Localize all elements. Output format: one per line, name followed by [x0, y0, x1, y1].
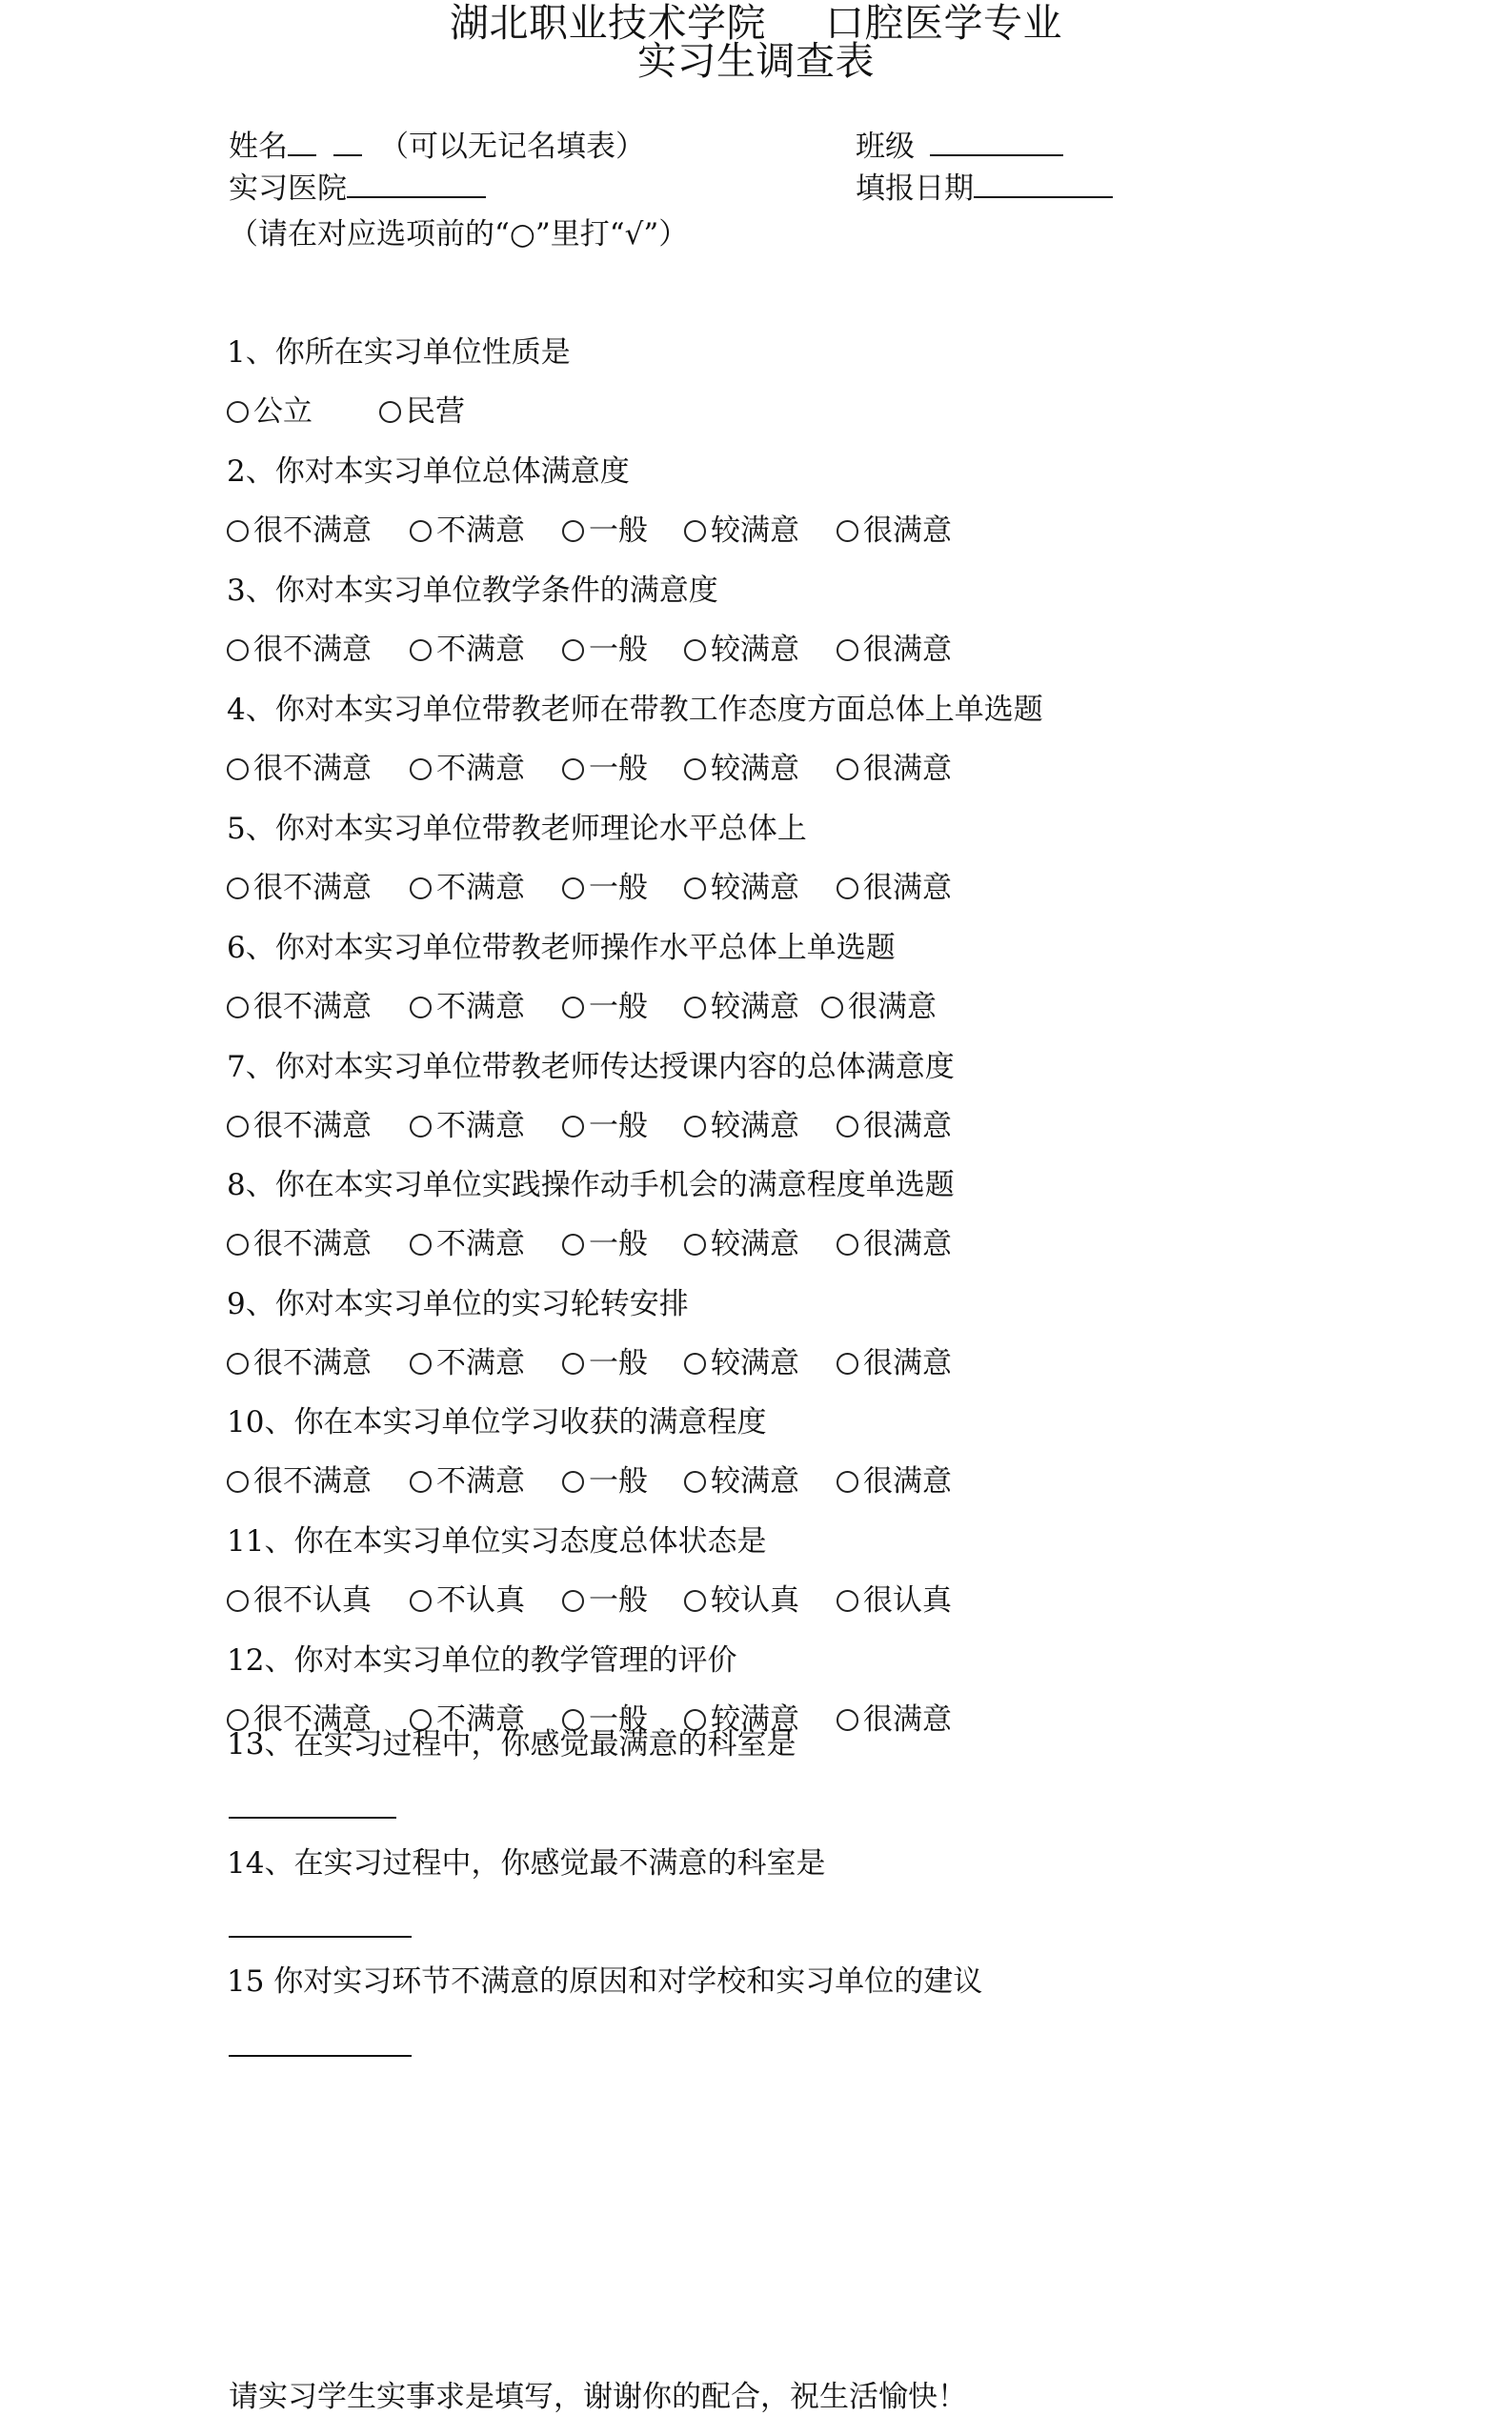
- option-choice[interactable]: [562, 869, 648, 907]
- radio-circle-icon[interactable]: [227, 1353, 249, 1375]
- question-7-text: 7、你对本实习单位带教老师传达授课内容的总体满意度: [227, 1050, 955, 1084]
- option-choice[interactable]: [227, 1344, 372, 1382]
- option-choice[interactable]: [562, 1225, 648, 1263]
- hospital-label: 实习医院: [229, 171, 347, 206]
- hospital-blank[interactable]: [347, 168, 486, 198]
- option-choice[interactable]: [410, 631, 525, 669]
- question-2-text: 2、你对本实习单位总体满意度: [227, 454, 630, 489]
- answer-blank-14[interactable]: [229, 1936, 412, 1938]
- option-label: 很满意: [863, 513, 952, 548]
- option-choice[interactable]: [684, 1225, 799, 1263]
- document-title-line2: 实习生调查表: [637, 38, 875, 84]
- radio-circle-icon[interactable]: [837, 1116, 858, 1138]
- option-choice[interactable]: [684, 631, 799, 669]
- option-label: 较认真: [711, 1583, 799, 1618]
- option-choice[interactable]: [684, 512, 799, 550]
- option-label: 较满意: [711, 871, 799, 905]
- option-label: 很不满意: [253, 990, 372, 1024]
- radio-circle-icon[interactable]: [684, 1471, 706, 1493]
- option-label: 不满意: [436, 1109, 525, 1143]
- option-label: 不满意: [436, 871, 525, 905]
- radio-circle-icon[interactable]: [684, 1590, 706, 1612]
- option-label: 很满意: [863, 871, 952, 905]
- radio-circle-icon[interactable]: [227, 1116, 249, 1138]
- question-6-text: 6、你对本实习单位带教老师操作水平总体上单选题: [227, 931, 896, 965]
- name-blank-b[interactable]: [333, 126, 362, 156]
- option-choice[interactable]: [562, 1344, 648, 1382]
- radio-circle-icon[interactable]: [837, 639, 858, 661]
- question-11-text: 11、你在本实习单位实习态度总体状态是: [227, 1524, 767, 1559]
- radio-circle-icon[interactable]: [227, 639, 249, 661]
- option-choice[interactable]: [837, 1344, 952, 1382]
- option-choice[interactable]: [410, 988, 525, 1026]
- radio-circle-icon[interactable]: [562, 1234, 584, 1256]
- question-8-text: 8、你在本实习单位实践操作动手机会的满意程度单选题: [227, 1168, 955, 1202]
- option-label: 一般: [589, 1109, 648, 1143]
- option-choice[interactable]: [684, 1107, 799, 1145]
- radio-circle-icon[interactable]: [410, 639, 432, 661]
- name-blank-a[interactable]: [288, 126, 316, 156]
- option-label: 很认真: [863, 1583, 952, 1618]
- option-choice[interactable]: [227, 1225, 372, 1263]
- option-label: 很满意: [863, 1109, 952, 1143]
- option-label: 不满意: [436, 1346, 525, 1380]
- option-label: 很不满意: [253, 871, 372, 905]
- question-12-text: 12、你对本实习单位的教学管理的评价: [227, 1643, 737, 1678]
- option-choice[interactable]: [837, 512, 952, 550]
- option-label: 一般: [589, 1464, 648, 1499]
- option-label: 民营: [406, 394, 465, 429]
- option-choice[interactable]: [227, 1581, 372, 1620]
- radio-circle-icon[interactable]: [837, 1590, 858, 1612]
- option-choice[interactable]: [837, 750, 952, 788]
- name-note: （可以无记名填表）: [379, 130, 645, 164]
- option-label: 一般: [589, 1227, 648, 1261]
- radio-circle-icon[interactable]: [837, 1234, 858, 1256]
- radio-circle-icon[interactable]: [410, 1353, 432, 1375]
- radio-circle-icon[interactable]: [227, 1590, 249, 1612]
- option-label: 很不认真: [253, 1583, 372, 1618]
- radio-circle-icon[interactable]: [562, 997, 584, 1018]
- option-choice[interactable]: [562, 1462, 648, 1500]
- class-label: 班级: [856, 130, 915, 164]
- option-label: 一般: [589, 633, 648, 667]
- name-label: 姓名: [229, 130, 288, 164]
- class-blank[interactable]: [930, 126, 1063, 156]
- option-label: 很满意: [863, 752, 952, 786]
- option-choice[interactable]: [410, 1462, 525, 1500]
- option-choice[interactable]: [562, 1581, 648, 1620]
- option-label: 一般: [589, 1702, 648, 1737]
- radio-circle-icon[interactable]: [684, 997, 706, 1018]
- option-label: 较满意: [711, 1702, 799, 1737]
- option-label: 很满意: [863, 1702, 952, 1737]
- option-choice[interactable]: [410, 1225, 525, 1263]
- radio-circle-icon[interactable]: [562, 877, 584, 899]
- radio-circle-icon[interactable]: [410, 1234, 432, 1256]
- option-label: 很满意: [863, 1227, 952, 1261]
- option-label: 很满意: [863, 1464, 952, 1499]
- option-choice[interactable]: [562, 1107, 648, 1145]
- radio-circle-icon[interactable]: [837, 1471, 858, 1493]
- question-4-text: 4、你对本实习单位带教老师在带教工作态度方面总体上单选题: [227, 693, 1043, 727]
- option-choice[interactable]: [821, 988, 937, 1026]
- class-field-row: [856, 126, 1063, 166]
- school-name: 湖北职业技术学院: [450, 0, 766, 46]
- radio-circle-icon[interactable]: [684, 520, 706, 542]
- option-label: 很满意: [848, 990, 937, 1024]
- radio-circle-icon[interactable]: [684, 1353, 706, 1375]
- option-label: 不认真: [436, 1583, 525, 1618]
- radio-circle-icon[interactable]: [410, 520, 432, 542]
- option-label: 很满意: [863, 633, 952, 667]
- option-label: 不满意: [436, 633, 525, 667]
- option-choice[interactable]: [227, 988, 372, 1026]
- option-label: 不满意: [436, 752, 525, 786]
- radio-circle-icon[interactable]: [562, 758, 584, 780]
- radio-circle-icon[interactable]: [684, 877, 706, 899]
- option-label: 一般: [589, 1583, 648, 1618]
- option-choice[interactable]: [684, 1581, 799, 1620]
- radio-circle-icon[interactable]: [227, 997, 249, 1018]
- radio-circle-icon[interactable]: [410, 877, 432, 899]
- radio-circle-icon[interactable]: [684, 1116, 706, 1138]
- option-label: 不满意: [436, 1227, 525, 1261]
- option-label: 不满意: [436, 990, 525, 1024]
- option-choice[interactable]: [410, 750, 525, 788]
- option-choice[interactable]: [562, 512, 648, 550]
- option-label: 很不满意: [253, 633, 372, 667]
- radio-circle-icon[interactable]: [227, 1234, 249, 1256]
- option-choice[interactable]: [410, 869, 525, 907]
- option-choice[interactable]: [684, 988, 799, 1026]
- option-label: 很不满意: [253, 1702, 372, 1737]
- question-10-text: 10、你在本实习单位学习收获的满意程度: [227, 1405, 767, 1440]
- radio-circle-icon[interactable]: [562, 1590, 584, 1612]
- answer-blank-13[interactable]: [229, 1817, 396, 1819]
- option-choice[interactable]: [410, 1107, 525, 1145]
- option-label: 不满意: [436, 1464, 525, 1499]
- option-choice[interactable]: [837, 869, 952, 907]
- option-choice[interactable]: [684, 869, 799, 907]
- option-label: 一般: [589, 1346, 648, 1380]
- radio-circle-icon[interactable]: [227, 758, 249, 780]
- option-choice[interactable]: [837, 1225, 952, 1263]
- option-label: 很不满意: [253, 1464, 372, 1499]
- radio-circle-icon[interactable]: [837, 877, 858, 899]
- option-label: 较满意: [711, 1464, 799, 1499]
- radio-circle-icon[interactable]: [837, 1709, 858, 1731]
- radio-circle-icon[interactable]: [562, 639, 584, 661]
- question-3-text: 3、你对本实习单位教学条件的满意度: [227, 574, 718, 608]
- radio-circle-icon[interactable]: [562, 1116, 584, 1138]
- closing-note: 请实习学生实事求是填写，谢谢你的配合，祝生活愉快！: [229, 2380, 967, 2414]
- option-label: 一般: [589, 513, 648, 548]
- option-choice[interactable]: [227, 869, 372, 907]
- radio-circle-icon[interactable]: [227, 520, 249, 542]
- option-label: 很满意: [863, 1346, 952, 1380]
- option-choice[interactable]: [227, 1462, 372, 1500]
- name-field-row: [229, 126, 645, 166]
- option-label: 较满意: [711, 752, 799, 786]
- option-choice[interactable]: [410, 1344, 525, 1382]
- radio-circle-icon[interactable]: [227, 401, 249, 423]
- radio-circle-icon[interactable]: [821, 997, 843, 1018]
- option-label: 公立: [253, 394, 312, 429]
- radio-circle-icon[interactable]: [562, 520, 584, 542]
- radio-circle-icon[interactable]: [684, 1234, 706, 1256]
- option-choice[interactable]: [227, 631, 372, 669]
- option-choice[interactable]: [562, 750, 648, 788]
- option-label: 一般: [589, 871, 648, 905]
- option-choice[interactable]: [227, 393, 312, 431]
- radio-circle-icon[interactable]: [410, 1590, 432, 1612]
- option-label: 很不满意: [253, 513, 372, 548]
- option-label: 较满意: [711, 990, 799, 1024]
- radio-circle-icon[interactable]: [410, 997, 432, 1018]
- option-choice[interactable]: [837, 1701, 952, 1739]
- open-question-15: 15 你对实习环节不满意的原因和对学校和实习单位的建议: [227, 1964, 983, 1999]
- option-label: 较满意: [711, 1109, 799, 1143]
- date-field-row: [856, 168, 1113, 208]
- open-question-13: 13、在实习过程中，你感觉最满意的科室是: [227, 1727, 796, 1762]
- option-choice[interactable]: [410, 512, 525, 550]
- option-label: 不满意: [436, 1702, 525, 1737]
- hospital-field-row: [229, 168, 486, 208]
- radio-circle-icon[interactable]: [837, 520, 858, 542]
- question-5-text: 5、你对本实习单位带教老师理论水平总体上: [227, 812, 807, 846]
- option-choice[interactable]: [837, 1462, 952, 1500]
- option-choice[interactable]: [837, 1581, 952, 1620]
- major-name: 口腔医学专业: [825, 0, 1062, 46]
- answer-blank-15[interactable]: [229, 2055, 412, 2057]
- question-1-text: 1、你所在实习单位性质是: [227, 335, 571, 370]
- date-blank[interactable]: [974, 168, 1113, 198]
- radio-circle-icon[interactable]: [837, 1353, 858, 1375]
- radio-circle-icon[interactable]: [227, 877, 249, 899]
- option-choice[interactable]: [837, 631, 952, 669]
- open-question-14: 14、在实习过程中，你感觉最不满意的科室是: [227, 1846, 826, 1881]
- option-label: 不满意: [436, 513, 525, 548]
- option-choice[interactable]: [562, 988, 648, 1026]
- option-choice[interactable]: [562, 631, 648, 669]
- option-label: 较满意: [711, 513, 799, 548]
- option-label: 较满意: [711, 1227, 799, 1261]
- radio-circle-icon[interactable]: [562, 1353, 584, 1375]
- date-label: 填报日期: [856, 171, 974, 206]
- option-choice[interactable]: [837, 1107, 952, 1145]
- option-choice[interactable]: [684, 1462, 799, 1500]
- radio-circle-icon[interactable]: [410, 1116, 432, 1138]
- radio-circle-icon[interactable]: [562, 1471, 584, 1493]
- option-label: 一般: [589, 990, 648, 1024]
- option-label: 较满意: [711, 1346, 799, 1380]
- option-choice[interactable]: [410, 1581, 525, 1620]
- radio-circle-icon[interactable]: [379, 401, 401, 423]
- option-choice[interactable]: [684, 750, 799, 788]
- radio-circle-icon[interactable]: [227, 1471, 249, 1493]
- option-label: 很不满意: [253, 1346, 372, 1380]
- option-choice[interactable]: [684, 1344, 799, 1382]
- question-9-text: 9、你对本实习单位的实习轮转安排: [227, 1287, 689, 1321]
- option-choice[interactable]: [227, 1107, 372, 1145]
- option-label: 很不满意: [253, 1109, 372, 1143]
- radio-circle-icon[interactable]: [684, 639, 706, 661]
- option-label: 很不满意: [253, 1227, 372, 1261]
- option-label: 较满意: [711, 633, 799, 667]
- option-choice[interactable]: [227, 750, 372, 788]
- option-choice[interactable]: [379, 393, 465, 431]
- radio-circle-icon[interactable]: [684, 758, 706, 780]
- option-label: 很不满意: [253, 752, 372, 786]
- option-choice[interactable]: [227, 512, 372, 550]
- radio-circle-icon[interactable]: [410, 1471, 432, 1493]
- radio-circle-icon[interactable]: [837, 758, 858, 780]
- instruction-text: （请在对应选项前的“○”里打“√”）: [229, 217, 689, 252]
- radio-circle-icon[interactable]: [410, 758, 432, 780]
- option-label: 一般: [589, 752, 648, 786]
